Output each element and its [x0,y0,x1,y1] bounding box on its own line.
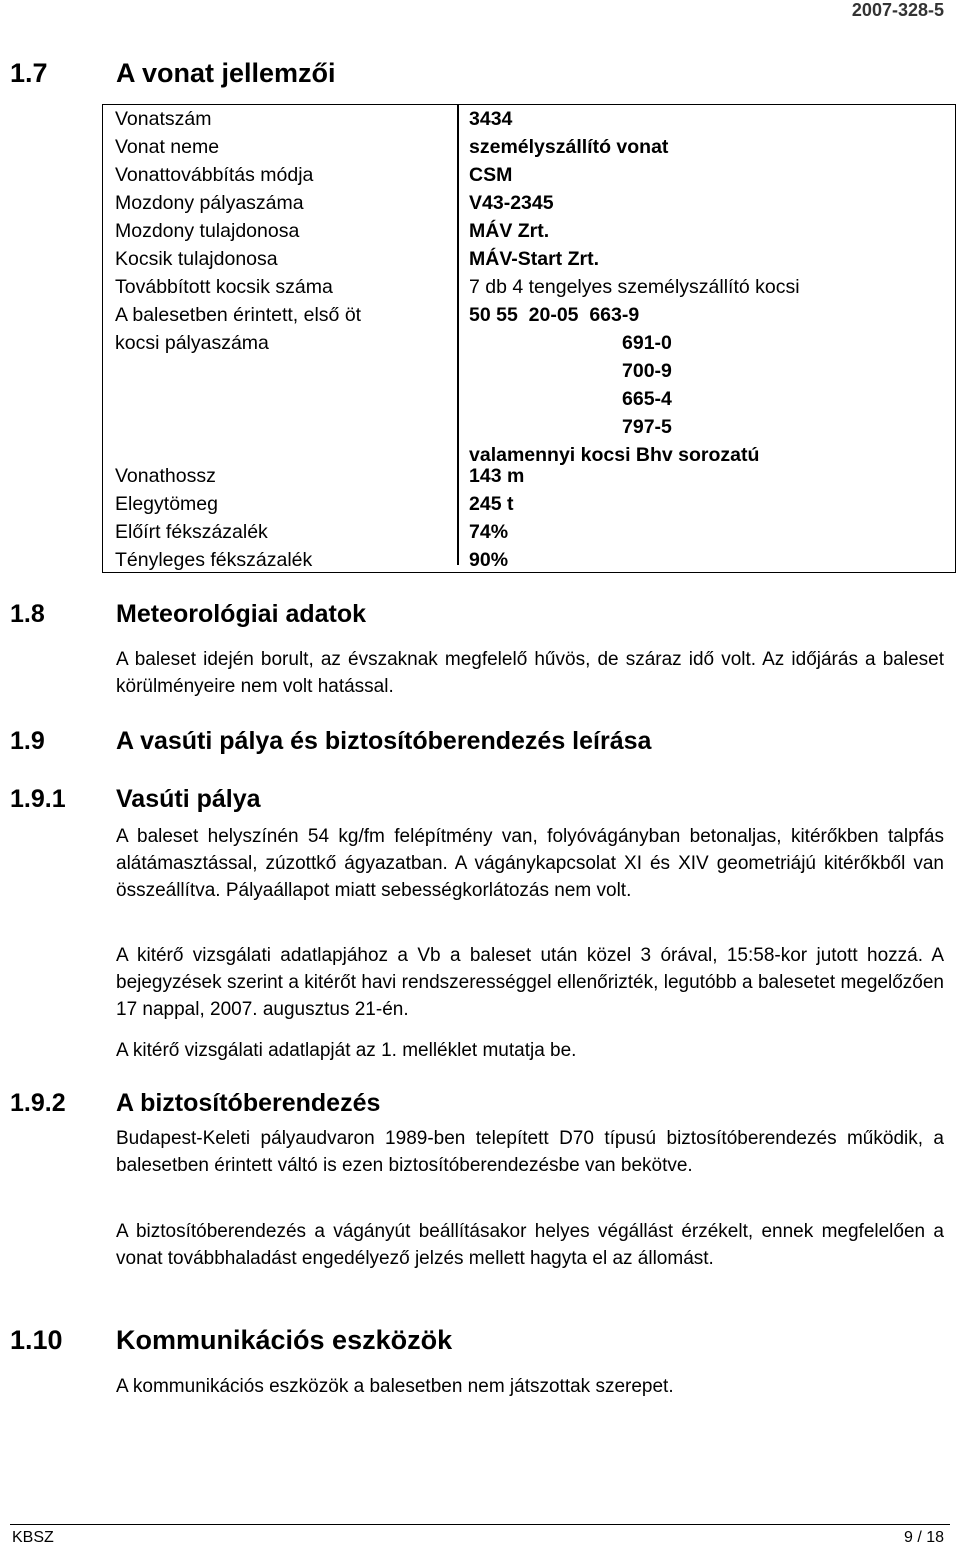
row-value: 3434 [469,108,513,130]
row-label: Tényleges fékszázalék [115,549,313,571]
row-label: Elegytömeg [115,493,218,515]
document-id: 2007-328-5 [851,0,944,20]
paragraph-interlocking-state: A biztosítóberendezés a vágányút beállításakor helyes végállást érzékelt, ennek megfelelően a vonat továbbhaladást engedélyező jelzés mellett hagyta el az állomást. [116,1221,944,1269]
footer-org: KBSZ [12,1529,54,1546]
section-title-1-9-1: Vasúti pálya [116,785,261,813]
row-label: Mozdony tulajdonosa [115,220,300,242]
row-value: MÁV-Start Zrt. [469,248,600,270]
row-value: MÁV Zrt. [469,220,550,242]
paragraph-communication: A kommunikációs eszközök a balesetben nem játszottak szerepet. [116,1376,674,1397]
table-row [103,357,955,385]
table-row [103,189,955,217]
row-label: Kocsik tulajdonosa [115,248,278,270]
section-title-1-7: A vonat jellemzői [116,58,336,88]
paragraph-interlocking: Budapest-Keleti pályaudvaron 1989-ben telepített D70 típusú biztosítóberendezés működik, a balesetben érintett váltó is ezen biztosítóberendezésbe van bekötve. [116,1128,944,1176]
section-title-1-9: A vasúti pálya és biztosítóberendezés leírása [116,727,652,755]
car-number: 700-9 [622,360,672,382]
section-number-1-8: 1.8 [10,600,45,628]
row-label: Előírt fékszázalék [115,521,268,543]
car-series-note: valamennyi kocsi Bhv sorozatú [469,444,760,466]
table-row [103,518,955,546]
table-row [103,217,955,245]
table-row [103,105,955,133]
row-value: 143 m [469,465,525,487]
paragraph-switch-inspection: A kitérő vizsgálati adatlapjához a Vb a baleset után közel 3 órával, 15:58-kor jutott hozzá. A bejegyzések szerint a kitérőt havi rendszerességgel ellenőrizték, legutóbb a balesetet megelőzően 17 nappal, 2007. augusztus 21-én. [116,945,944,1020]
footer-divider [10,1524,950,1525]
paragraph-track: A baleset helyszínén 54 kg/fm felépítmény van, folyóvágányban betonaljas, kitérőkben talpfás alátámasztással, zúzottkő ágyazatban. A vágánykapcsolat XI és XIV geometriájú kitérőkből van összeállítva. Pályaállapot miatt sebességkorlátozás nem volt. [116,826,944,901]
section-title-1-8: Meteorológiai adatok [116,600,367,628]
row-label: Vonatszám [115,108,212,130]
table-row [103,385,955,413]
table-row [103,273,955,301]
section-title-1-10: Kommunikációs eszközök [116,1325,453,1355]
row-value: V43-2345 [469,192,554,214]
table-row [103,546,955,574]
table-row [103,490,955,518]
table-row [103,301,955,329]
table-row [103,329,955,357]
table-row [103,413,955,441]
section-number-1-9: 1.9 [10,727,45,755]
car-number: 691-0 [622,332,672,354]
car-number: 797-5 [622,416,672,438]
row-label: Vonattovábbítás módja [115,164,314,186]
row-label: Vonathossz [115,465,216,487]
paragraph-weather: A baleset idején borult, az évszaknak megfelelő hűvös, de száraz idő volt. Az időjárás a baleset körülményeire nem volt hatással. [116,649,944,697]
row-value: személyszállító vonat [469,136,669,158]
table-row [103,462,955,490]
paragraph-annex: A kitérő vizsgálati adatlapját az 1. melléklet mutatja be. [116,1040,577,1061]
row-label: Mozdony pályaszáma [115,192,304,214]
row-value: 90% [469,549,509,571]
row-value: 7 db 4 tengelyes személyszállító kocsi [469,276,800,298]
table-row [103,161,955,189]
row-value: 74% [469,521,509,543]
row-label: Továbbított kocsik száma [115,276,333,298]
section-number-1-9-1: 1.9.1 [10,785,66,813]
section-number-1-9-2: 1.9.2 [10,1089,66,1117]
row-label: Vonat neme [115,136,220,158]
section-number-1-10: 1.10 [10,1325,63,1355]
section-number-1-7: 1.7 [10,58,48,88]
row-value: 245 t [469,493,514,515]
page-number: 9 / 18 [903,1529,944,1546]
row-label: kocsi pályaszáma [115,332,269,354]
train-characteristics-table [102,104,956,573]
row-value: CSM [469,164,513,186]
car-number: 50 55 20-05 663-9 [469,304,640,326]
car-number: 665-4 [622,388,672,410]
section-title-1-9-2: A biztosítóberendezés [116,1089,381,1117]
row-label: A balesetben érintett, első öt [115,304,362,326]
table-row [103,245,955,273]
table-row [103,133,955,161]
